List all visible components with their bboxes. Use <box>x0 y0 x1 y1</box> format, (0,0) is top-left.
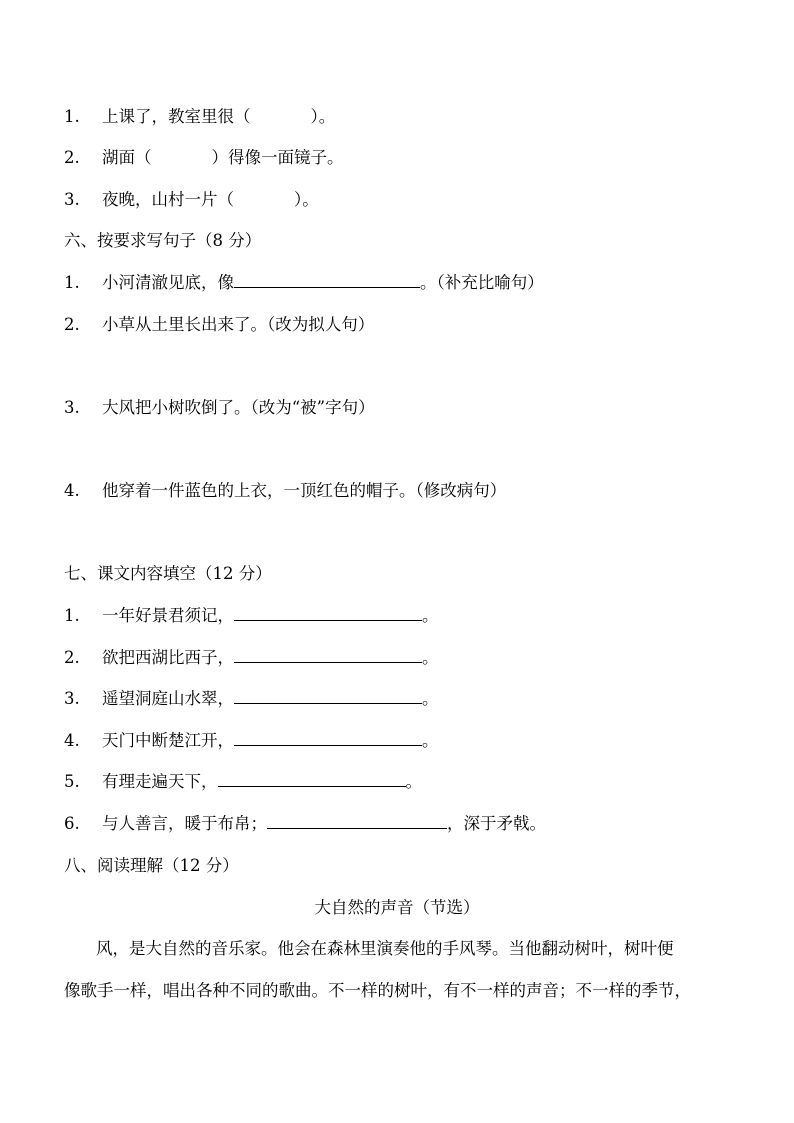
poem-fill-item-2: 2. 欲把西湖比西子， 。 <box>64 648 439 667</box>
answer-underline[interactable] <box>218 772 406 787</box>
rewrite-item-1: 1. 小河清澈见底，像 。（补充比喻句） <box>64 273 544 292</box>
fill-bracket-item-3: 3. 夜晚，山村一片（ ）。 <box>64 190 319 209</box>
poem-fill-item-6: 6. 与人善言，暖于布帛； ，深于矛戟。 <box>64 814 546 833</box>
answer-underline[interactable] <box>234 648 422 663</box>
poem-fill-item-1: 1. 一年好景君须记， 。 <box>64 606 439 625</box>
fill-bracket-item-2: 2. 湖面（ ）得像一面镜子。 <box>64 148 344 167</box>
rewrite-item-4: 4. 他穿着一件蓝色的上衣，一顶红色的帽子。（修改病句） <box>64 481 507 500</box>
answer-underline[interactable] <box>234 606 422 621</box>
poem-fill-item-3: 3. 遥望洞庭山水翠， 。 <box>64 689 439 708</box>
answer-underline[interactable] <box>267 814 447 829</box>
passage-title: 大自然的声音（节选） <box>314 898 480 917</box>
rewrite-item-2: 2. 小草从土里长出来了。（改为拟人句） <box>64 315 375 334</box>
answer-underline[interactable] <box>234 689 422 704</box>
passage-paragraph-line-2: 像歌手一样，唱出各种不同的歌曲。不一样的树叶，有不一样的声音；不一样的季节， <box>64 981 691 1000</box>
fill-bracket-item-1: 1. 上课了，教室里很（ ）。 <box>64 107 336 126</box>
passage-paragraph-line-1: 风，是大自然的音乐家。他会在森林里演奏他的手风琴。当他翻动树叶，树叶便 <box>96 939 674 958</box>
section-7-heading: 七、课文内容填空（12 分） <box>64 564 272 583</box>
answer-underline[interactable] <box>234 731 422 746</box>
rewrite-item-3: 3. 大风把小树吹倒了。（改为“被”字句） <box>64 398 375 417</box>
section-8-heading: 八、阅读理解（12 分） <box>64 856 239 875</box>
answer-underline[interactable] <box>234 273 420 288</box>
poem-fill-item-5: 5. 有理走遍天下， 。 <box>64 772 422 791</box>
section-6-heading: 六、按要求写句子（8 分） <box>64 231 262 250</box>
poem-fill-item-4: 4. 天门中断楚江开， 。 <box>64 731 439 750</box>
